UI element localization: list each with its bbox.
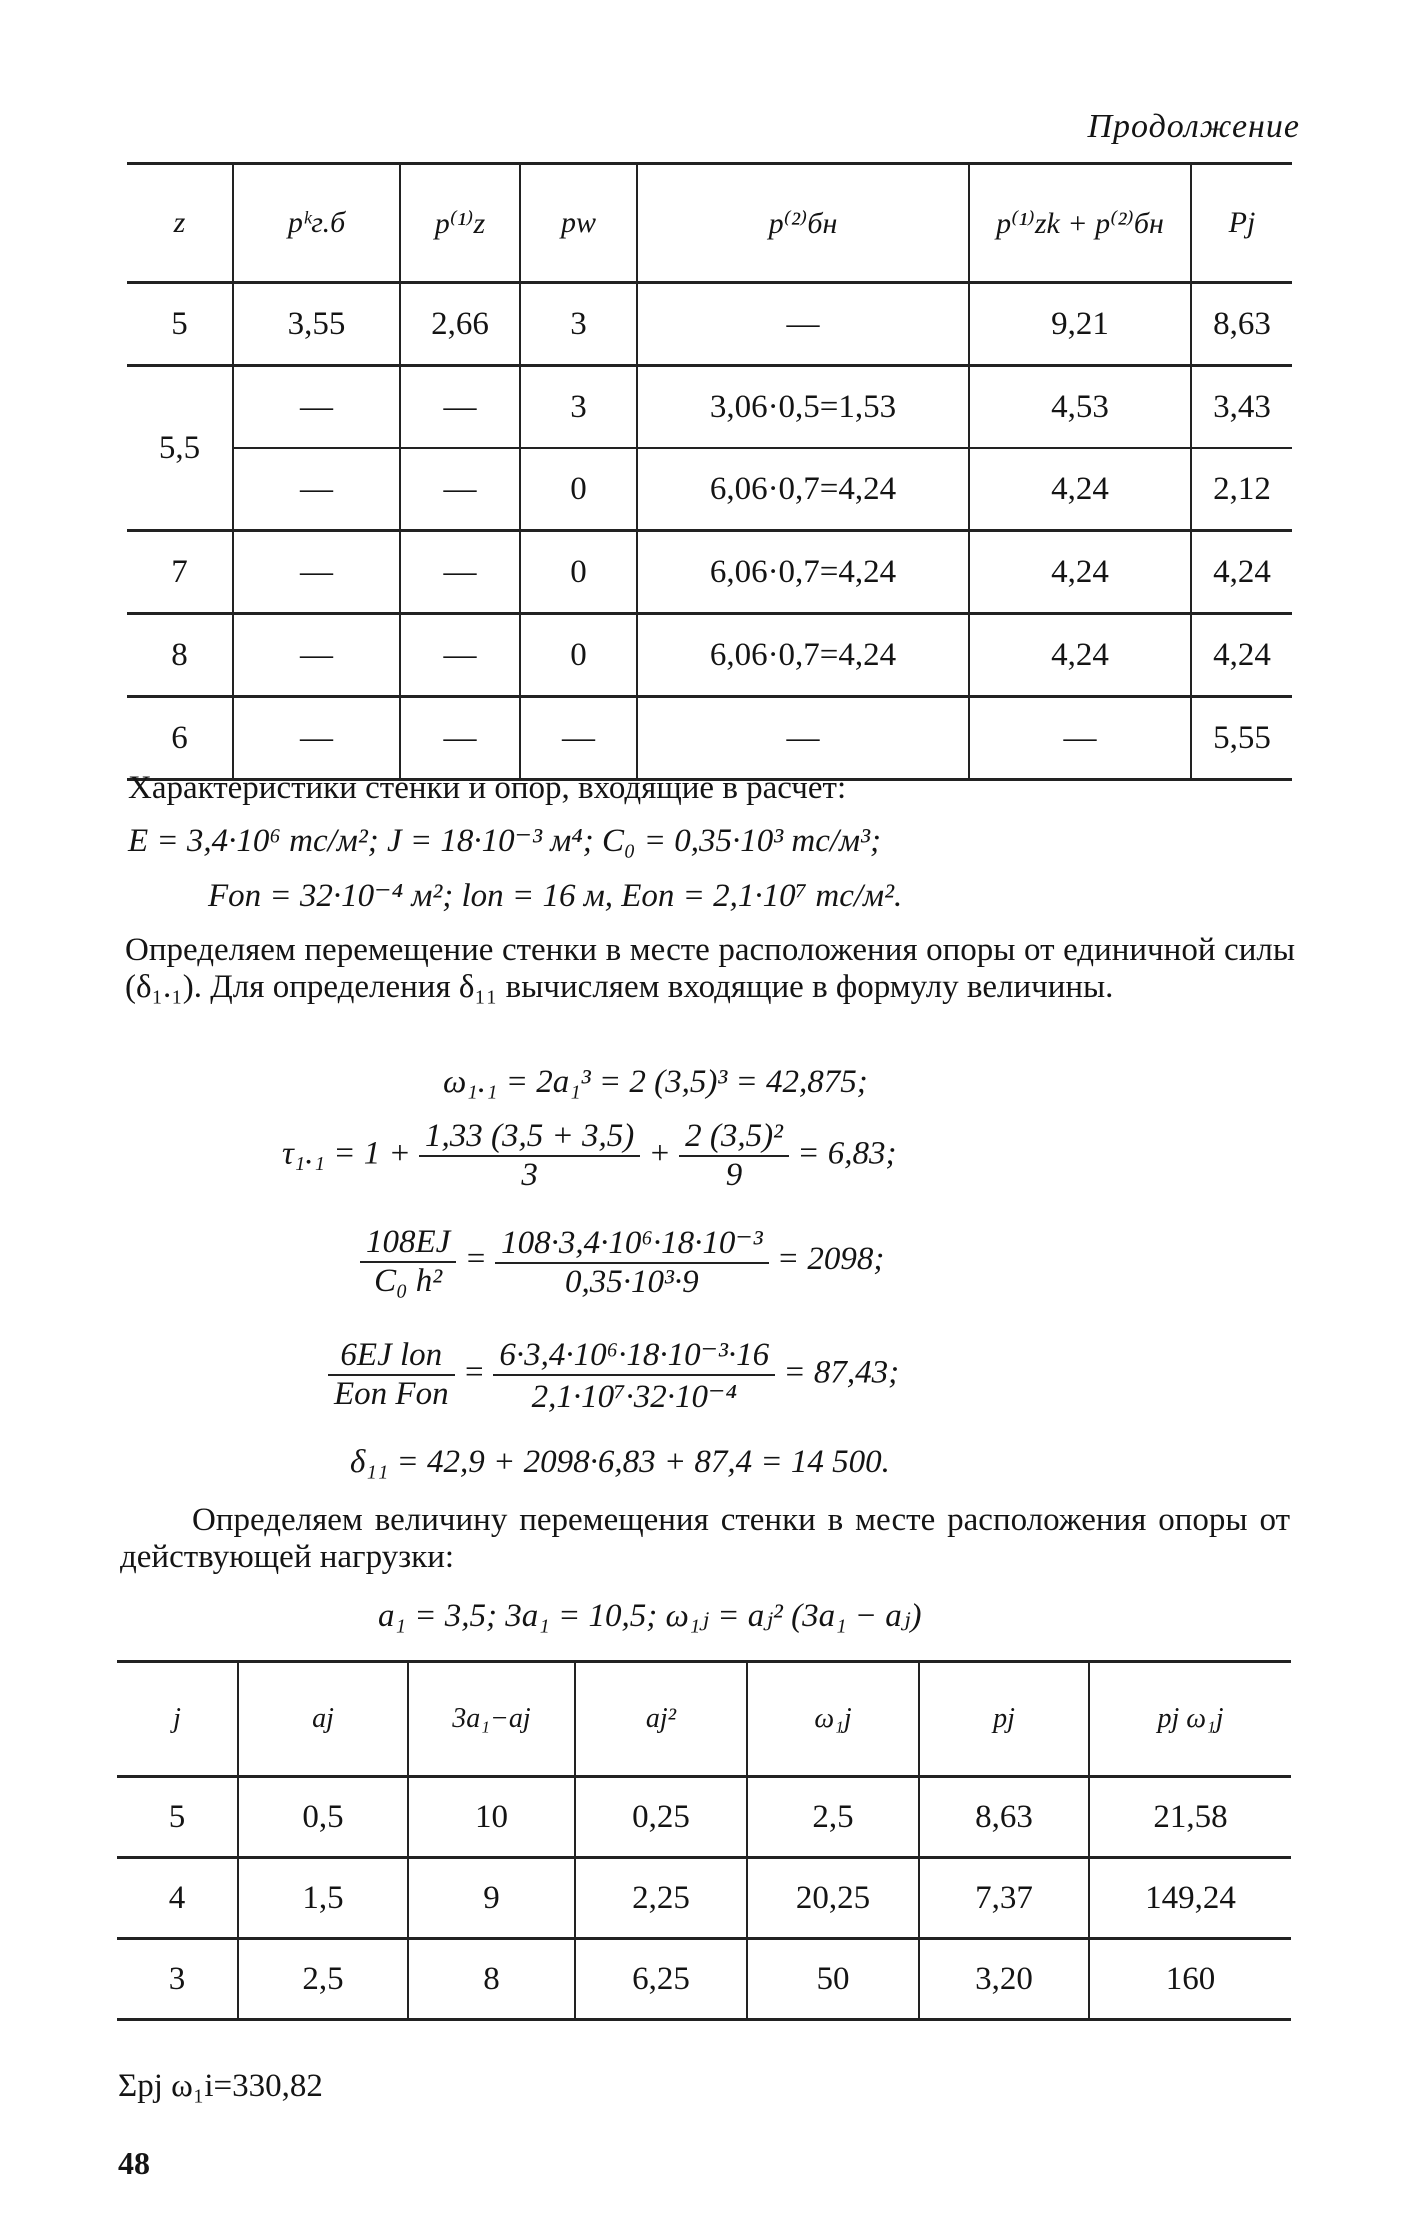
intro-text: Характеристики стенки и опор, входящие в расчет: — [128, 770, 847, 806]
cell: 4,24 — [1191, 614, 1292, 697]
sum-line: Σpj ω₁i=330,82 — [118, 2068, 323, 2104]
paragraph-load: Определяем величину перемещения стенки в месте расположения опоры от действующей нагрузки: — [120, 1502, 1290, 1575]
cell: 3 — [520, 283, 637, 366]
cell: 6 — [127, 697, 233, 780]
cell: — — [400, 366, 520, 449]
cell: 4,53 — [969, 366, 1191, 449]
cell: — — [400, 697, 520, 780]
eq4-left-fraction — [328, 1337, 455, 1413]
eq4-right-fraction — [493, 1334, 775, 1416]
header-p-gb: pᵏг.б — [233, 164, 400, 283]
table-row — [117, 1777, 1291, 1858]
cell: 6,06·0,7=4,24 — [637, 448, 969, 531]
cell: 7 — [127, 531, 233, 614]
eq3-right-fraction — [495, 1222, 769, 1301]
header-p-sum: p⁽¹⁾zk + p⁽²⁾бн — [969, 164, 1191, 283]
cell: — — [400, 531, 520, 614]
equation-delta11: δ₁₁ = 42,9 + 2098·6,83 + 87,4 = 14 500. — [350, 1444, 890, 1480]
eq4-equals: = — [462, 1354, 486, 1391]
header-aj: aj — [238, 1662, 408, 1777]
eq3-left-fraction — [360, 1224, 456, 1300]
cell: 9 — [408, 1858, 575, 1939]
eq3-equals: = — [464, 1241, 487, 1278]
cell: — — [233, 366, 400, 449]
cell: — — [233, 697, 400, 780]
cell: 3,55 — [233, 283, 400, 366]
eq4-left-den: Eоп Fоп — [334, 1376, 449, 1412]
cell: 1,5 — [238, 1858, 408, 1939]
table-row — [117, 1939, 1291, 2020]
eq4-left-num: 6EJ lоп — [328, 1337, 455, 1376]
header-pj: pj — [919, 1662, 1089, 1777]
cell: 0 — [520, 614, 637, 697]
header-j: j — [117, 1662, 238, 1777]
header-p-bn2: p⁽²⁾бн — [637, 164, 969, 283]
cell: 3,43 — [1191, 366, 1292, 449]
eq-tau-left: τ₁.₁ = 1 + — [282, 1135, 411, 1172]
cell: 5 — [117, 1777, 238, 1858]
paragraph-unit-force: Определяем перемещение стенки в месте расположения опоры от единичной силы (δ₁.₁). Для определения δ₁₁ вычисляем входящие в формулу величины. — [125, 932, 1295, 1005]
eq3-left-den: C₀ h² — [374, 1262, 443, 1299]
cell: — — [637, 283, 969, 366]
header-p-z1: p⁽¹⁾z — [400, 164, 520, 283]
cell: 0 — [520, 531, 637, 614]
eq-tau-right: = 6,83; — [797, 1135, 897, 1172]
header-z: z — [127, 164, 233, 283]
eq-tau-f1-den: 3 — [521, 1157, 538, 1193]
eq3-right-num: 108·3,4·10⁶·18·10⁻³ — [495, 1222, 769, 1264]
cell: 3,06·0,5=1,53 — [637, 366, 969, 449]
cell: 5 — [171, 305, 188, 342]
cell: 2,25 — [575, 1858, 747, 1939]
eq4-right-den: 2,1·10⁷·32·10⁻⁴ — [531, 1379, 737, 1415]
eq3-right-den: 0,35·10³·9 — [565, 1264, 699, 1300]
cell: 0 — [520, 448, 637, 531]
eq-tau-fraction-2 — [679, 1118, 789, 1194]
cell: 4 — [117, 1858, 238, 1939]
table-row — [127, 531, 1292, 614]
cell: 0,5 — [238, 1777, 408, 1858]
cell: — — [520, 697, 637, 780]
cell: 9,21 — [969, 283, 1191, 366]
equation-108ej — [360, 1222, 884, 1301]
eq-tau-plus: + — [648, 1135, 671, 1172]
header-pj-omega1j: pj ω₁j — [1089, 1662, 1291, 1777]
cell: 3 — [520, 366, 637, 449]
eq3-left-num: 108EJ — [360, 1224, 456, 1263]
cell: — — [233, 531, 400, 614]
equation-tau11 — [282, 1118, 896, 1194]
cell: 20,25 — [747, 1858, 919, 1939]
cell: 8 — [127, 614, 233, 697]
cell: 4,24 — [969, 614, 1191, 697]
cell: — — [969, 697, 1191, 780]
eq-tau-f2-num: 2 (3,5)² — [679, 1118, 789, 1157]
cell: — — [233, 448, 400, 531]
cell: 6,06·0,7=4,24 — [637, 614, 969, 697]
equation-omega11: ω₁.₁ = 2a₁³ = 2 (3,5)³ = 42,875; — [443, 1064, 868, 1100]
cell: 2,5 — [747, 1777, 919, 1858]
eq-tau-fraction-1 — [419, 1118, 640, 1194]
table-row — [127, 448, 1292, 531]
cell: 2,12 — [1191, 448, 1292, 531]
cell: 3 — [117, 1939, 238, 2020]
continuation-caption: Продолжение — [1087, 108, 1300, 145]
table-row — [117, 1858, 1291, 1939]
cell: — — [400, 448, 520, 531]
cell: 5,55 — [1191, 697, 1292, 780]
table-row — [127, 283, 1292, 366]
cell: 10 — [408, 1777, 575, 1858]
cell: 160 — [1089, 1939, 1291, 2020]
cell: — — [637, 697, 969, 780]
eq3-result: = 2098; — [776, 1241, 885, 1278]
eq-tau-f2-den: 9 — [725, 1157, 743, 1193]
cell: 8 — [408, 1939, 575, 2020]
wall-params-line1: E = 3,4·10⁶ тс/м²; J = 18·10⁻³ м⁴; C₀ = 0,35·10³ тс/м³; — [128, 823, 881, 859]
cell: 2,66 — [400, 283, 520, 366]
cell: 0,25 — [575, 1777, 747, 1858]
cell: 4,24 — [969, 448, 1191, 531]
wall-params-line2: Fоп = 32·10⁻⁴ м²; lоп = 16 м, Eоп = 2,1·10⁷ тс/м². — [208, 878, 903, 914]
header-omega1j: ω₁j — [747, 1662, 919, 1777]
pressure-table — [127, 162, 1292, 781]
table-row — [127, 614, 1292, 697]
equation-6ej — [328, 1334, 899, 1416]
page-number: 48 — [118, 2145, 150, 2181]
cell: 2,5 — [238, 1939, 408, 2020]
cell: 50 — [747, 1939, 919, 2020]
cell: 6,06·0,7=4,24 — [637, 531, 969, 614]
cell: — — [233, 614, 400, 697]
eq-tau-f1-num: 1,33 (3,5 + 3,5) — [419, 1118, 640, 1157]
table-row — [127, 366, 1292, 449]
cell: 4,24 — [969, 531, 1191, 614]
cell: 5,5 — [127, 366, 233, 531]
eq4-result: = 87,43; — [783, 1354, 900, 1391]
equation-a1: a₁ = 3,5; 3a₁ = 10,5; ω₁ⱼ = aⱼ² (3a₁ − aⱼ) — [378, 1598, 922, 1634]
header-p-w: pw — [520, 164, 637, 283]
header-aj2: aj² — [575, 1662, 747, 1777]
eq4-right-num: 6·3,4·10⁶·18·10⁻³·16 — [493, 1334, 775, 1376]
cell: 149,24 — [1089, 1858, 1291, 1939]
table-header-row — [117, 1662, 1291, 1777]
cell: 6,25 — [575, 1939, 747, 2020]
table-row — [127, 697, 1292, 780]
header-3a1-aj: 3a₁−aj — [408, 1662, 575, 1777]
cell: 4,24 — [1191, 531, 1292, 614]
cell: 21,58 — [1089, 1777, 1291, 1858]
cell: 7,37 — [919, 1858, 1089, 1939]
table-header-row — [127, 164, 1292, 283]
cell: 8,63 — [919, 1777, 1089, 1858]
header-pj: Pj — [1191, 164, 1292, 283]
cell: — — [400, 614, 520, 697]
cell: 3,20 — [919, 1939, 1089, 2020]
cell: 8,63 — [1191, 283, 1292, 366]
displacement-table — [117, 1660, 1291, 2021]
